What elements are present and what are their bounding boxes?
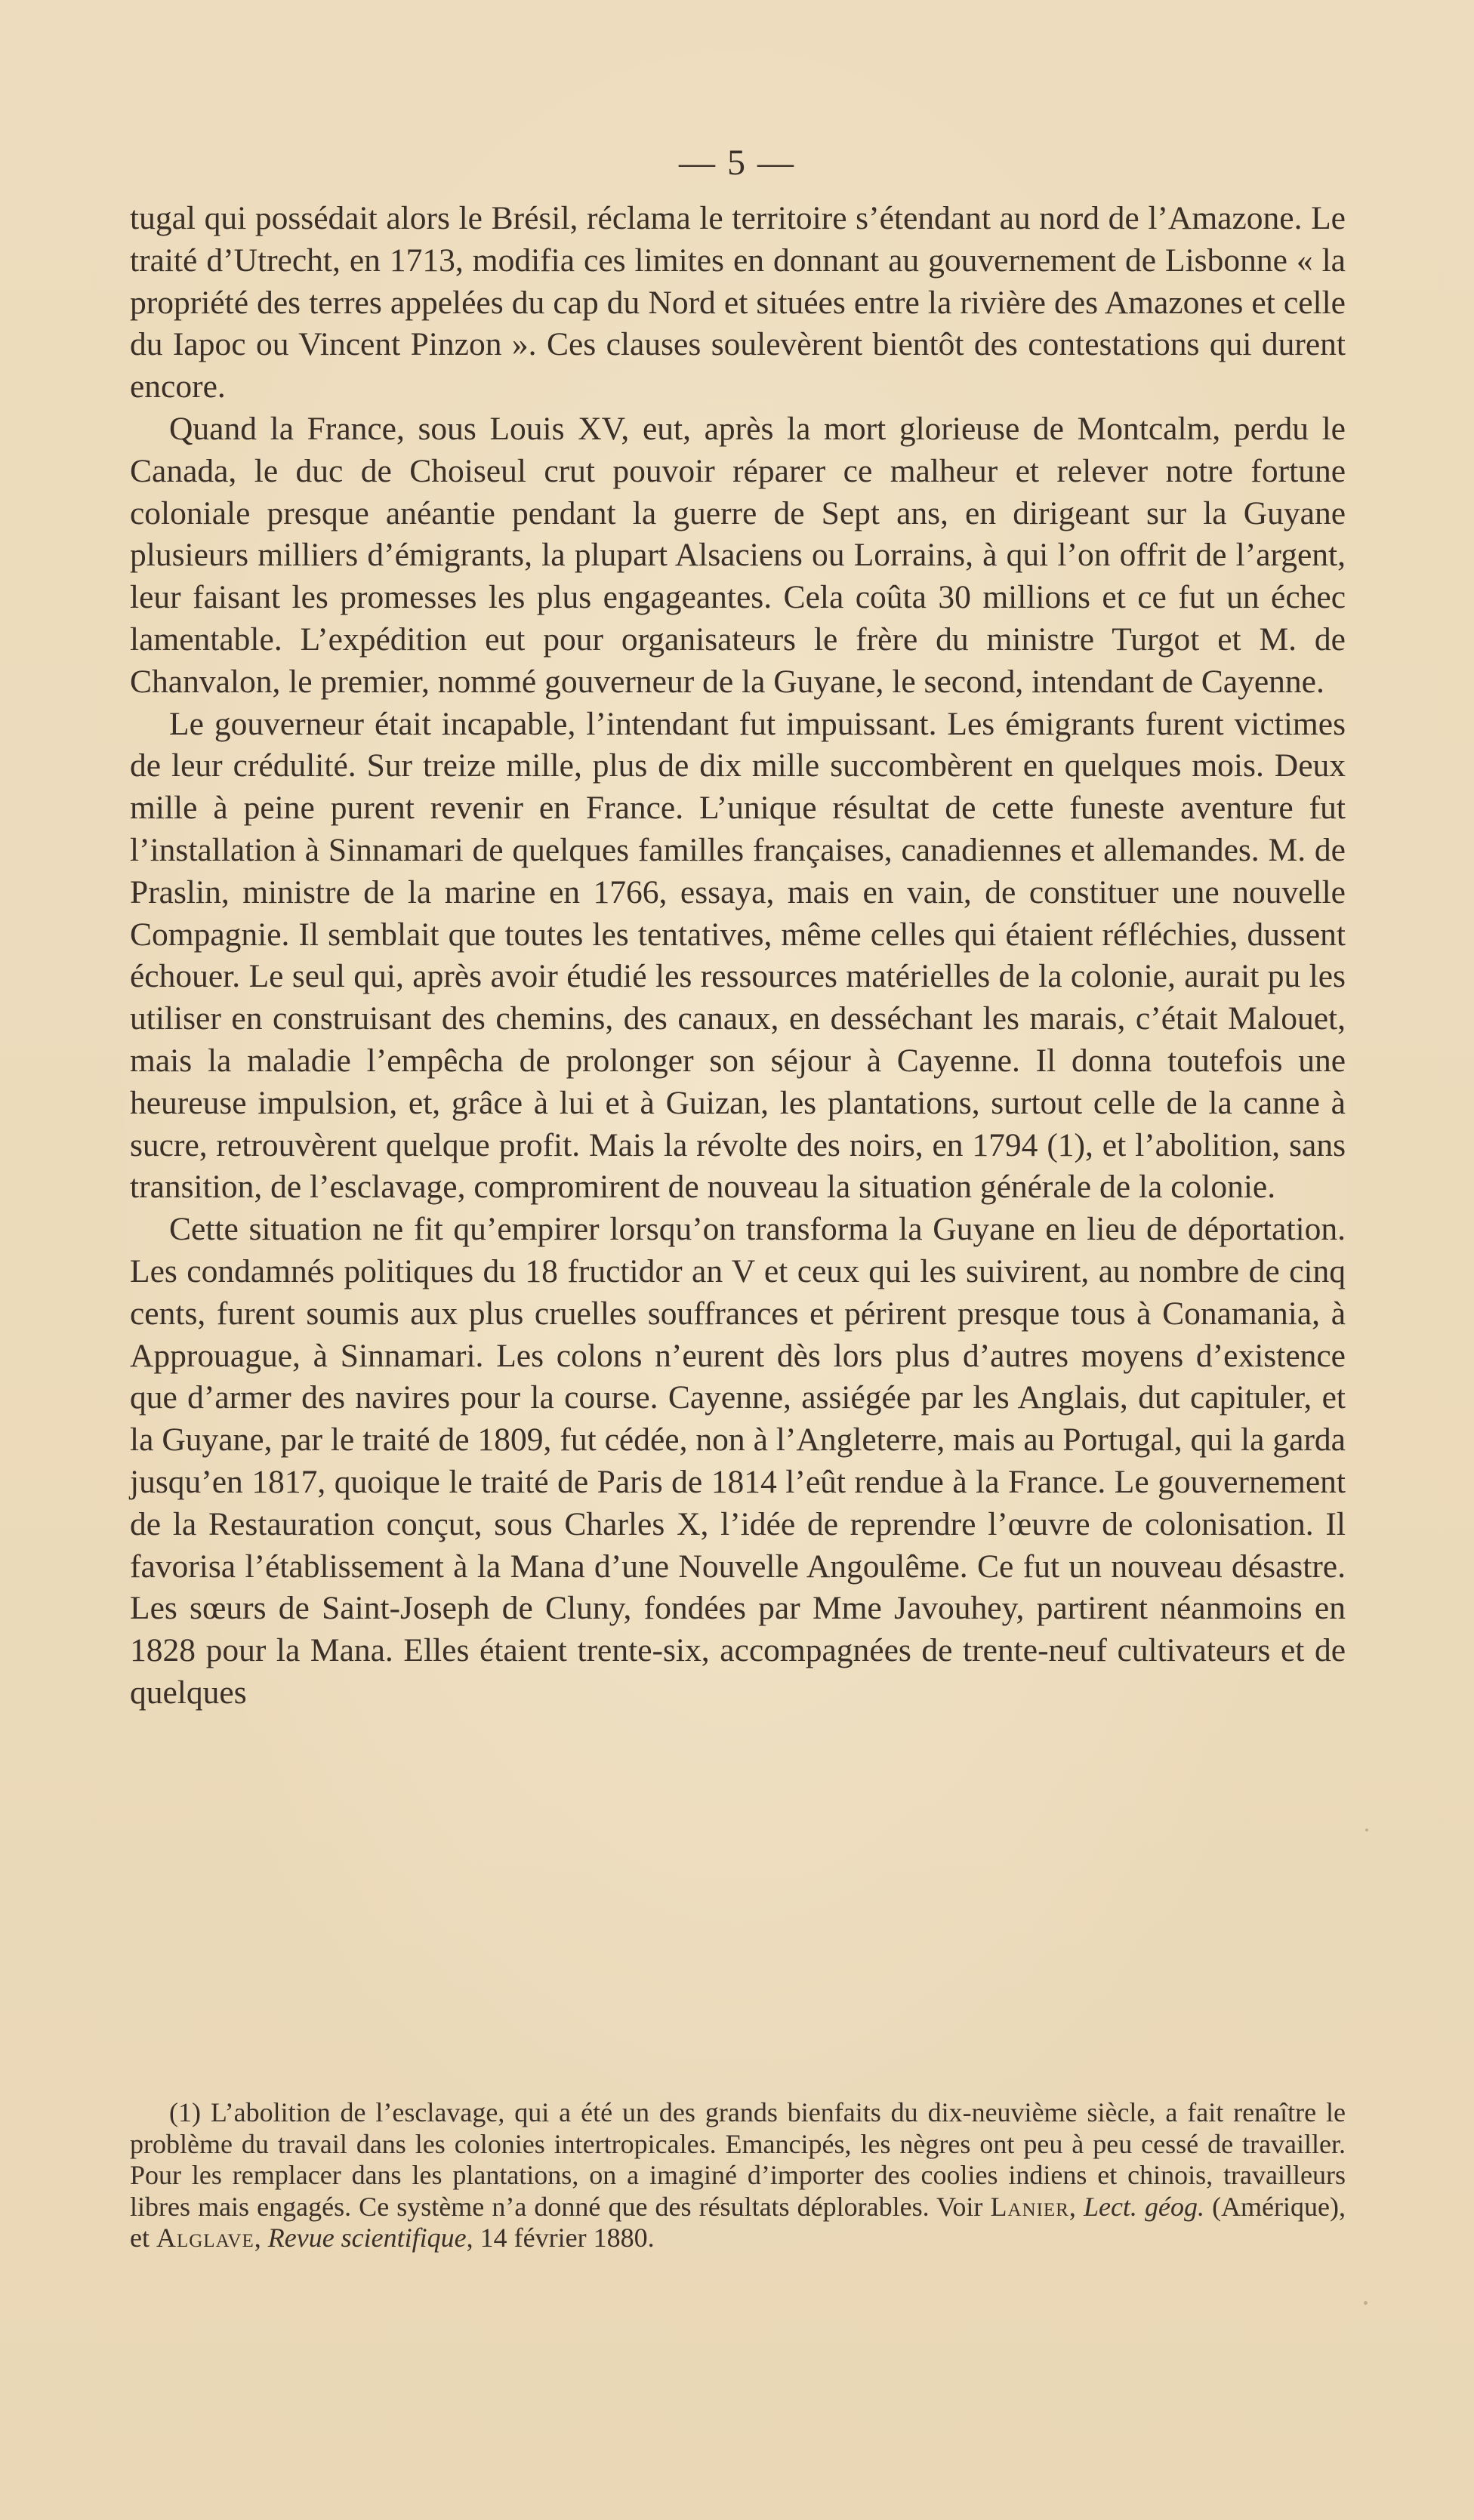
- page-number: — 5 —: [679, 143, 795, 183]
- paragraph-choiseul: Quand la France, sous Louis XV, eut, après la mort glorieuse de Montcalm, perdu le Canada, le duc de Choiseul crut pouvoir réparer ce malheur et relever notre fortune coloniale presque anéantie pendant la guerre de Sept ans, en dirigeant sur la Guyane plusieurs milliers d’émigrants, la plupart Alsaciens ou Lorrains, à qui l’on offrit de l’argent, leur faisant les promesses les plus engageantes. Cela coûta 30 millions et ce fut un échec lamentable. L’expédition eut pour organisateurs le frère du ministre Turgot et M. de Chanvalon, le premier, nommé gouverneur de la Guyane, le second, intendant de Cayenne.: [130, 410, 1346, 700]
- footnote-author-lanier: Lanier: [990, 2191, 1069, 2222]
- footnote-work-lect-geog: Lect. géog.: [1083, 2191, 1204, 2222]
- footnote-text: (1) L’abolition de l’esclavage, qui a été un des grands bienfaits du dix-neuvième siècle, a fait renaître le problème du travail dans les colonies intertropicales. Emancipés, les nègres ont peu à peu cessé de travailler. Pour les remplacer dans les plantations, on a imaginé d’importer des coolies indiens et chinois, travailleurs libres mais engagés. Ce système n’a donné que des résultats déplorables. Voir: [130, 2097, 1346, 2222]
- footnote-separator: ,: [1068, 2191, 1084, 2222]
- footnote: [130, 2097, 1346, 2254]
- footnote-separator: ,: [254, 2223, 268, 2253]
- paragraph-continued: tugal qui possédait alors le Brésil, réclama le territoire s’étendant au nord de l’Amazone. Le traité d’Utrecht, en 1713, modifia ces limites en donnant au gouvernement de Lisbonne « la propriété des terres appelées du cap du Nord et situées entre la rivière des Amazones et celle du Iapoc ou Vincent Pinzon ». Ces clauses soulevèrent bientôt des contestations qui durent encore.: [130, 200, 1346, 405]
- main-text: [130, 198, 1346, 1714]
- paper-speck: [823, 640, 826, 643]
- paragraph-emigrants: Le gouverneur était incapable, l’intendant fut impuissant. Les émigrants furent victimes de leur crédulité. Sur treize mille, plus de dix mille succombèrent en quelques mois. Deux mille à peine purent revenir en France. L’unique résultat de cette funeste aventure fut l’installation à Sinnamari de quelques familles françaises, canadiennes et allemandes. M. de Praslin, ministre de la marine en 1766, essaya, mais en vain, de constituer une nouvelle Compagnie. Il semblait que toutes les tentatives, même celles qui étaient réfléchies, dussent échouer. Le seul qui, après avoir étudié les ressources matérielles de la colonie, aurait pu les utiliser en construisant des chemins, des canaux, en desséchant les marais, c’était Malouet, mais la maladie l’empêcha de prolonger son séjour à Cayenne. Il donna toutefois une heureuse impulsion, et, grâce à lui et à Guizan, les plantations, surtout celle de la canne à sucre, retrouvèrent quelque profit. Mais la révolte des noirs, en 1794 (1), et l’abolition, sans transition, de l’esclavage, compromirent de nouveau la situation générale de la colonie.: [130, 705, 1346, 1206]
- footnote-work-revue-scientifique: Revue scientifique: [267, 2223, 467, 2253]
- footnote-text: , 14 février 1880.: [466, 2223, 655, 2253]
- paper-speck: [1364, 2301, 1368, 2305]
- footnote-text: (Amérique), et: [130, 2191, 1346, 2253]
- footnote-author-alglave: Alglave: [156, 2223, 254, 2253]
- paper-speck: [1319, 817, 1321, 819]
- paper-speck: [1365, 1828, 1368, 1831]
- paragraph-deportation: Cette situation ne fit qu’empirer lorsqu’on transforma la Guyane en lieu de déportation. Les condamnés politiques du 18 fructidor an V et ceux qui les suivirent, au nombre de cinq cents, furent soumis aux plus cruelles souffrances et périrent presque tous à Conamania, à Approuague, à Sinnamari. Les colons n’eurent dès lors plus d’autres moyens d’existence que d’armer des navires pour la course. Cayenne, assiégée par les Anglais, dut capituler, et la Guyane, par le traité de 1809, fut cédée, non à l’Angleterre, mais au Portugal, qui la garda jusqu’en 1817, quoique le traité de Paris de 1814 l’eût rendue à la France. Le gouvernement de la Restauration conçut, sous Charles X, l’idée de reprendre l’œuvre de colonisation. Il favorisa l’établissement à la Mana d’une Nouvelle Angoulême. Ce fut un nouveau désastre. Les sœurs de Saint-Joseph de Cluny, fondées par Mme Javouhey, partirent néanmoins en 1828 pour la Mana. Elles étaient trente-six, accompagnées de trente-neuf cultivateurs et de quelques: [130, 1211, 1346, 1711]
